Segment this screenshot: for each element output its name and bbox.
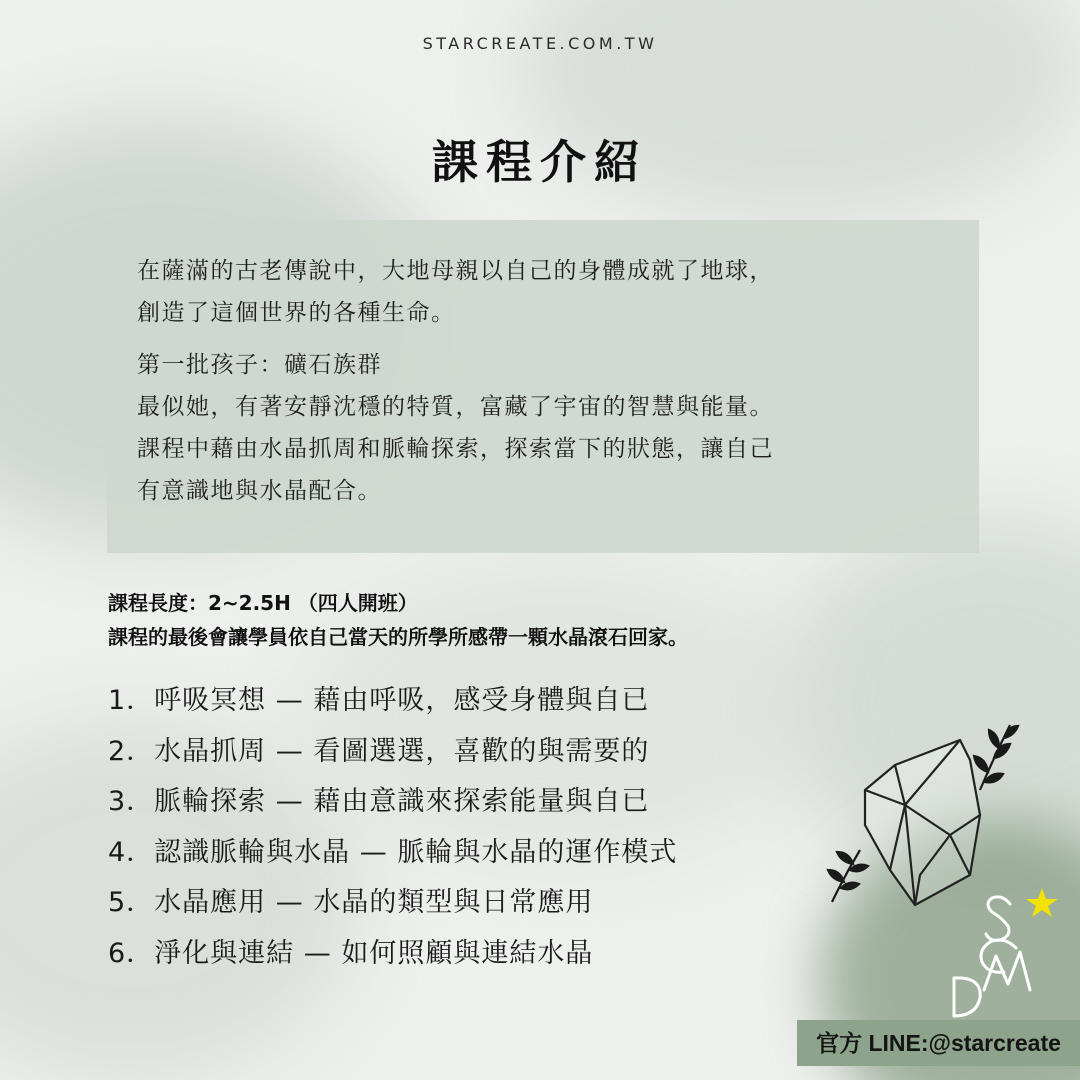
intro-paragraph-2 [137, 344, 979, 512]
course-note: 課程的最後會讓學員依自己當天的所學所感帶一顆水晶滾石回家。 [108, 625, 688, 649]
scdm-logo [944, 880, 1064, 1020]
course-list [108, 676, 677, 979]
line-account-badge: 官方 LINE:@starcreate [797, 1020, 1080, 1066]
intro-line: 第一批孩子：礦石族群 [137, 352, 382, 378]
leaf-branch-icon [974, 725, 1018, 790]
course-duration: 課程長度：2~2.5H （四人開班） [108, 591, 418, 615]
intro-line: 有意識地與水晶配合。 [137, 478, 382, 504]
list-item: 2．水晶抓周 — 看圖選選，喜歡的與需要的 [108, 735, 650, 767]
list-item: 3．脈輪探索 — 藉由意識來探索能量與自已 [108, 786, 650, 817]
intro-line: 課程中藉由水晶抓周和脈輪探索，探索當下的狀態，讓自己 [137, 436, 774, 462]
star-icon [1026, 888, 1058, 917]
page-title: 課程介紹 [432, 135, 648, 189]
list-item: 6．淨化與連結 — 如何照顧與連結水晶 [108, 937, 594, 969]
course-meta [108, 586, 688, 654]
list-item: 1．呼吸冥想 — 藉由呼吸，感受身體與自已 [108, 685, 650, 716]
list-item: 4．認識脈輪與水晶 — 脈輪與水晶的運作模式 [108, 836, 678, 868]
intro-line: 創造了這個世界的各種生命。 [137, 300, 456, 326]
leaf-branch-icon [828, 850, 868, 902]
intro-box [107, 220, 979, 553]
intro-line: 最似她，有著安靜沈穩的特質，富藏了宇宙的智慧與能量。 [137, 394, 774, 420]
site-url: STARCREATE.COM.TW [422, 34, 658, 53]
intro-line: 在薩滿的古老傳說中，大地母親以自己的身體成就了地球， [137, 258, 774, 284]
list-item: 5．水晶應用 — 水晶的類型與日常應用 [108, 887, 594, 918]
intro-paragraph-1 [137, 250, 979, 334]
